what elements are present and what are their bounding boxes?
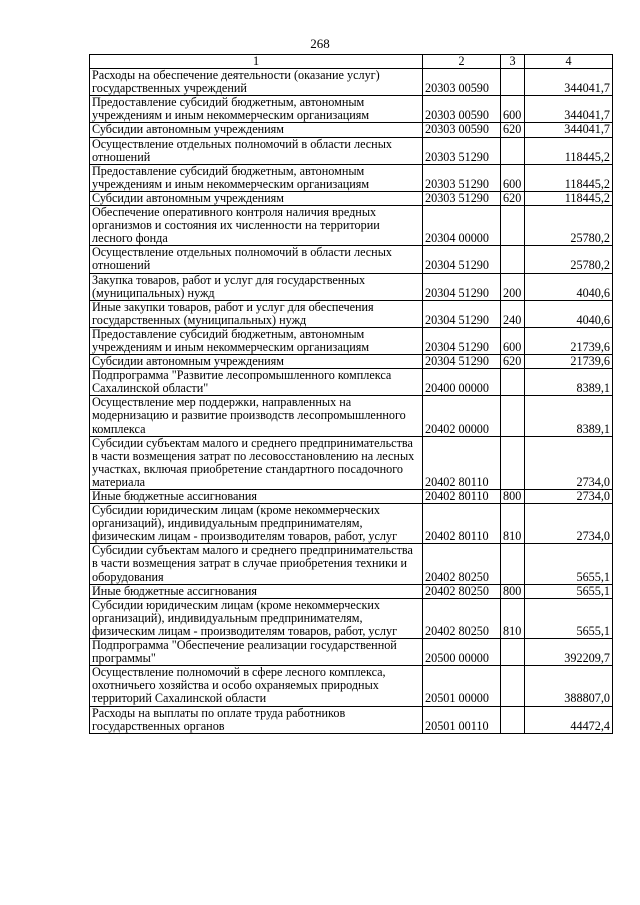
row-vr-code	[501, 69, 525, 96]
table-row	[90, 639, 613, 666]
row-sum: 8389,1	[525, 396, 613, 436]
row-csr-code: 20304 51290	[423, 327, 501, 354]
row-csr-code: 20304 51290	[423, 246, 501, 273]
row-vr-code: 800	[501, 490, 525, 504]
row-vr-code: 620	[501, 191, 525, 205]
row-sum: 344041,7	[525, 96, 613, 123]
row-vr-code: 810	[501, 598, 525, 638]
table-row	[90, 706, 613, 733]
row-vr-code: 200	[501, 273, 525, 300]
row-sum: 118445,2	[525, 137, 613, 164]
table-row	[90, 396, 613, 436]
row-csr-code: 20303 00590	[423, 123, 501, 137]
row-vr-code	[501, 206, 525, 246]
row-csr-code: 20402 80110	[423, 436, 501, 489]
row-name: Предоставление субсидий бюджетным, автономным учреждениям и иным некоммерческим организациям	[90, 164, 423, 191]
row-vr-code: 240	[501, 300, 525, 327]
row-csr-code: 20402 80250	[423, 584, 501, 598]
row-vr-code	[501, 706, 525, 733]
table-row	[90, 137, 613, 164]
table-row	[90, 273, 613, 300]
row-csr-code: 20304 51290	[423, 273, 501, 300]
row-sum: 4040,6	[525, 300, 613, 327]
row-sum: 392209,7	[525, 639, 613, 666]
row-csr-code: 20303 51290	[423, 164, 501, 191]
row-sum: 25780,2	[525, 206, 613, 246]
row-csr-code: 20402 80110	[423, 490, 501, 504]
row-sum: 2734,0	[525, 504, 613, 544]
row-csr-code: 20303 51290	[423, 137, 501, 164]
row-name: Субсидии автономным учреждениям	[90, 123, 423, 137]
row-name: Подпрограмма "Обеспечение реализации государственной программы"	[90, 639, 423, 666]
table-row	[90, 123, 613, 137]
row-vr-code: 600	[501, 327, 525, 354]
budget-table	[89, 54, 613, 734]
row-csr-code: 20304 00000	[423, 206, 501, 246]
row-csr-code: 20304 51290	[423, 355, 501, 369]
row-sum: 118445,2	[525, 164, 613, 191]
row-sum: 21739,6	[525, 327, 613, 354]
page-number: 268	[310, 36, 330, 51]
row-csr-code: 20303 00590	[423, 96, 501, 123]
row-vr-code: 600	[501, 164, 525, 191]
table-row	[90, 96, 613, 123]
row-vr-code	[501, 666, 525, 706]
row-vr-code	[501, 544, 525, 584]
header-col-2: 2	[423, 55, 501, 69]
table-row	[90, 544, 613, 584]
row-sum: 118445,2	[525, 191, 613, 205]
table-row	[90, 598, 613, 638]
table-row	[90, 164, 613, 191]
row-sum: 2734,0	[525, 490, 613, 504]
row-sum: 5655,1	[525, 584, 613, 598]
row-name: Субсидии автономным учреждениям	[90, 355, 423, 369]
row-name: Осуществление отдельных полномочий в области лесных отношений	[90, 246, 423, 273]
header-col-1: 1	[90, 55, 423, 69]
header-row	[90, 55, 613, 69]
table-row	[90, 490, 613, 504]
row-vr-code	[501, 436, 525, 489]
row-csr-code: 20304 51290	[423, 300, 501, 327]
table-row	[90, 369, 613, 396]
row-sum: 5655,1	[525, 544, 613, 584]
header-col-4: 4	[525, 55, 613, 69]
row-csr-code: 20402 80110	[423, 504, 501, 544]
row-sum: 5655,1	[525, 598, 613, 638]
row-csr-code: 20303 00590	[423, 69, 501, 96]
row-sum: 8389,1	[525, 369, 613, 396]
table-row	[90, 191, 613, 205]
row-vr-code: 810	[501, 504, 525, 544]
row-vr-code: 620	[501, 355, 525, 369]
table-row	[90, 436, 613, 489]
row-name: Осуществление полномочий в сфере лесного комплекса, охотничьего хозяйства и особо охраняемых природных территорий Сахалинской области	[90, 666, 423, 706]
row-name: Закупка товаров, работ и услуг для государственных (муниципальных) нужд	[90, 273, 423, 300]
row-name: Обеспечение оперативного контроля наличия вредных организмов и состояния их численности на территории лесного фонда	[90, 206, 423, 246]
row-vr-code: 800	[501, 584, 525, 598]
header-col-3: 3	[501, 55, 525, 69]
row-name: Предоставление субсидий бюджетным, автономным учреждениям и иным некоммерческим организациям	[90, 327, 423, 354]
row-name: Расходы на выплаты по оплате труда работников государственных органов	[90, 706, 423, 733]
row-vr-code	[501, 246, 525, 273]
row-vr-code	[501, 369, 525, 396]
row-name: Подпрограмма "Развитие лесопромышленного комплекса Сахалинской области"	[90, 369, 423, 396]
row-sum: 25780,2	[525, 246, 613, 273]
table-row	[90, 327, 613, 354]
row-name: Осуществление мер поддержки, направленных на модернизацию и развитие производств лесопромышленного комплекса	[90, 396, 423, 436]
row-name: Иные бюджетные ассигнования	[90, 490, 423, 504]
row-sum: 44472,4	[525, 706, 613, 733]
table-row	[90, 300, 613, 327]
row-csr-code: 20303 51290	[423, 191, 501, 205]
row-sum: 21739,6	[525, 355, 613, 369]
row-vr-code	[501, 137, 525, 164]
table-row	[90, 206, 613, 246]
table-row	[90, 504, 613, 544]
table-row	[90, 246, 613, 273]
row-name: Субсидии юридическим лицам (кроме некоммерческих организаций), индивидуальным предпринимателям, физическим лицам - производителям товаров, работ, услуг	[90, 504, 423, 544]
row-csr-code: 20501 00110	[423, 706, 501, 733]
row-sum: 2734,0	[525, 436, 613, 489]
table-row	[90, 355, 613, 369]
row-name: Субсидии юридическим лицам (кроме некоммерческих организаций), индивидуальным предпринимателям, физическим лицам - производителям товаров, работ, услуг	[90, 598, 423, 638]
row-sum: 388807,0	[525, 666, 613, 706]
row-name: Предоставление субсидий бюджетным, автономным учреждениям и иным некоммерческим организациям	[90, 96, 423, 123]
row-name: Иные бюджетные ассигнования	[90, 584, 423, 598]
row-name: Субсидии автономным учреждениям	[90, 191, 423, 205]
row-csr-code: 20501 00000	[423, 666, 501, 706]
row-csr-code: 20500 00000	[423, 639, 501, 666]
row-vr-code: 600	[501, 96, 525, 123]
row-vr-code: 620	[501, 123, 525, 137]
row-vr-code	[501, 639, 525, 666]
row-name: Расходы на обеспечение деятельности (оказание услуг) государственных учреждений	[90, 69, 423, 96]
table-row	[90, 69, 613, 96]
row-vr-code	[501, 396, 525, 436]
row-csr-code: 20402 00000	[423, 396, 501, 436]
table-body	[90, 69, 613, 734]
row-name: Субсидии субъектам малого и среднего предпринимательства в части возмещения затрат в случае приобретения техники и оборудования	[90, 544, 423, 584]
row-csr-code: 20402 80250	[423, 598, 501, 638]
row-csr-code: 20400 00000	[423, 369, 501, 396]
row-sum: 344041,7	[525, 69, 613, 96]
row-sum: 344041,7	[525, 123, 613, 137]
row-csr-code: 20402 80250	[423, 544, 501, 584]
table-row	[90, 666, 613, 706]
row-name: Осуществление отдельных полномочий в области лесных отношений	[90, 137, 423, 164]
row-name: Субсидии субъектам малого и среднего предпринимательства в части возмещения затрат по лесовосстановлению на лесных участках, включая приобретение стандартного посадочного материала	[90, 436, 423, 489]
row-name: Иные закупки товаров, работ и услуг для обеспечения государственных (муниципальных) нужд	[90, 300, 423, 327]
row-sum: 4040,6	[525, 273, 613, 300]
table-row	[90, 584, 613, 598]
